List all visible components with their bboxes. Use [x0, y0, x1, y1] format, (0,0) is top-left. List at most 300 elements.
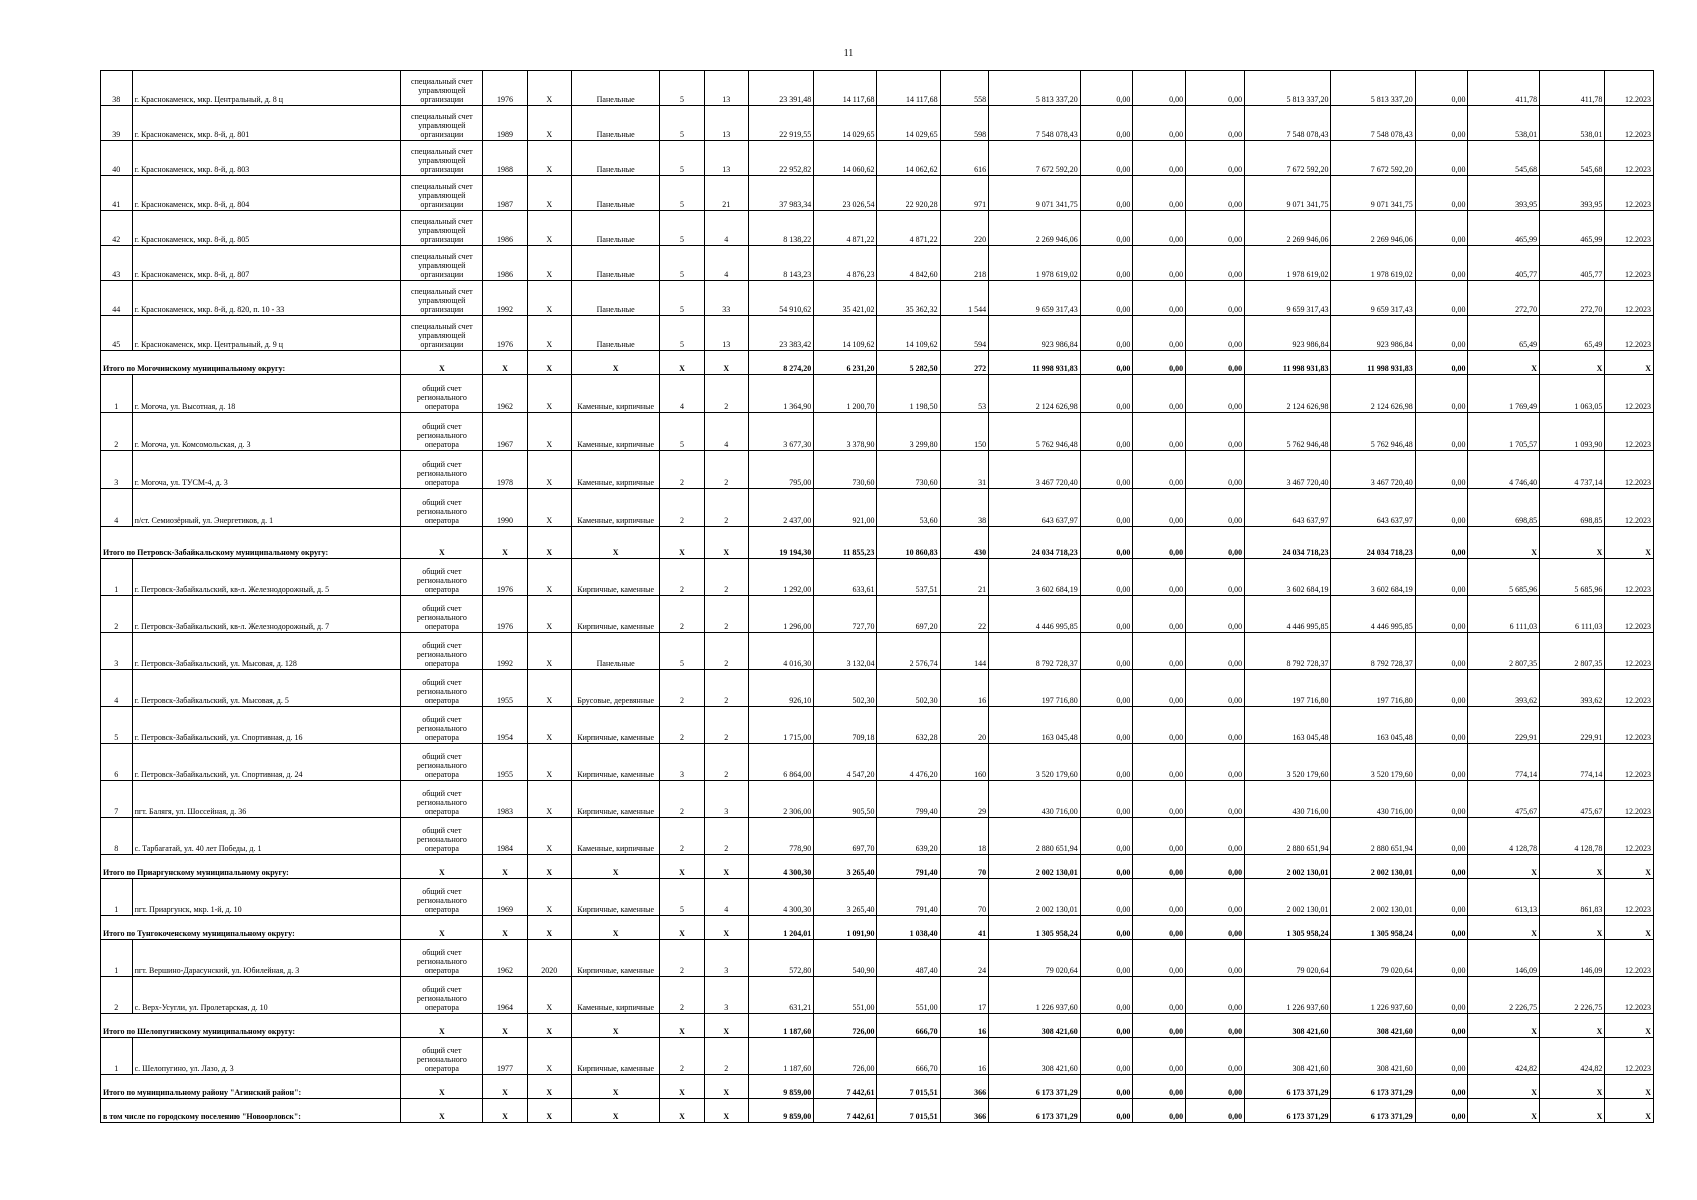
cell-address: г. Петровск-Забайкальский, ул. Спортивная, д. 16 — [132, 707, 401, 744]
cell-residential-area: 697,20 — [877, 596, 940, 633]
cell-residents: 24 — [940, 940, 988, 977]
cell-cost-federal: 0,00 — [1080, 1099, 1133, 1123]
cell-completion-date: 12.2023 — [1605, 781, 1654, 818]
cell-cost-owners: 7 672 592,20 — [1245, 141, 1331, 176]
cell-residents: 616 — [940, 141, 988, 176]
cell-entrances: 2 — [704, 633, 748, 670]
cell-living-area: 726,00 — [814, 1014, 877, 1038]
cell-cost-federal: 0,00 — [1080, 71, 1133, 106]
table-row — [101, 141, 1654, 176]
cell-cost-federal: 0,00 — [1080, 413, 1133, 451]
cell-total-cost: 6 173 371,29 — [989, 1075, 1081, 1099]
cell-cost-owners: 11 998 931,83 — [1245, 351, 1331, 375]
table-row — [101, 176, 1654, 211]
cell-cost-federal: 0,00 — [1080, 879, 1133, 916]
cell-unit-cost: X — [1468, 1014, 1540, 1038]
cell-completion-date: 12.2023 — [1605, 1038, 1654, 1075]
cell-total-area: 1 364,90 — [748, 375, 813, 413]
cell-cost-owners: 2 002 130,01 — [1245, 855, 1331, 879]
cell-cost-local: 0,00 — [1186, 246, 1245, 281]
cell-completion-date: 12.2023 — [1605, 977, 1654, 1014]
cell-cost-other: 0,00 — [1415, 451, 1468, 489]
cell-cost-local: 0,00 — [1186, 451, 1245, 489]
cell-year-built: 1990 — [483, 489, 527, 527]
cell-cost-federal: 0,00 — [1080, 141, 1133, 176]
cell-cost-federal: 0,00 — [1080, 940, 1133, 977]
cell-cost-regional: 0,00 — [1133, 316, 1186, 351]
cell-cost-other: 0,00 — [1415, 141, 1468, 176]
cell-living-area: 11 855,23 — [814, 527, 877, 559]
cell-cost-total-owners: 7 548 078,43 — [1331, 106, 1415, 141]
cell-cost-federal: 0,00 — [1080, 351, 1133, 375]
cell-total-cost: 197 716,80 — [989, 670, 1081, 707]
cell-row-number: 41 — [101, 176, 133, 211]
cell-total-cost: 7 548 078,43 — [989, 106, 1081, 141]
table-row — [101, 489, 1654, 527]
cell-living-area: 35 421,02 — [814, 281, 877, 316]
cell-total-label: Итого по Могочинскому муниципальному округу: — [101, 351, 401, 375]
cell-cost-owners: 3 602 684,19 — [1245, 559, 1331, 596]
cell-cost-other: 0,00 — [1415, 211, 1468, 246]
cell-wall-material: Кирпичные, каменные — [571, 1038, 660, 1075]
subtotal-row — [101, 527, 1654, 559]
cell-residents: 150 — [940, 413, 988, 451]
cell-cost-local: 0,00 — [1186, 527, 1245, 559]
cell-cost-owners: 430 716,00 — [1245, 781, 1331, 818]
cell-completion-date: X — [1605, 351, 1654, 375]
cell-cost-federal: 0,00 — [1080, 489, 1133, 527]
cell-cost-federal: 0,00 — [1080, 744, 1133, 781]
cell-cost-regional: 0,00 — [1133, 670, 1186, 707]
cell-floors: 2 — [660, 1038, 704, 1075]
cell-wall-material: X — [571, 1099, 660, 1123]
cell-wall-material: Панельные — [571, 106, 660, 141]
cell-total-area: 37 983,34 — [748, 176, 813, 211]
cell-cost-regional: 0,00 — [1133, 707, 1186, 744]
cell-floors: 2 — [660, 940, 704, 977]
cell-completion-date: 12.2023 — [1605, 879, 1654, 916]
cell-year-overhaul: X — [527, 916, 571, 940]
cell-total-cost: 2 124 626,98 — [989, 375, 1081, 413]
cell-year-built: 1987 — [483, 176, 527, 211]
cell-cost-owners: 3 520 179,60 — [1245, 744, 1331, 781]
cell-entrances: 33 — [704, 281, 748, 316]
cell-cost-local: 0,00 — [1186, 977, 1245, 1014]
cell-year-overhaul: X — [527, 977, 571, 1014]
cell-floors: X — [660, 1099, 704, 1123]
cell-year-built: 1954 — [483, 707, 527, 744]
cell-entrances: 13 — [704, 71, 748, 106]
cell-cost-owners: 923 986,84 — [1245, 316, 1331, 351]
table-row — [101, 707, 1654, 744]
cell-address: г. Краснокаменск, мкр. Центральный, д. 9 ц — [132, 316, 401, 351]
cell-wall-material: Панельные — [571, 141, 660, 176]
cell-cost-local: 0,00 — [1186, 1075, 1245, 1099]
cell-cost-total-owners: 6 173 371,29 — [1331, 1075, 1415, 1099]
cell-cost-federal: 0,00 — [1080, 916, 1133, 940]
cell-total-cost: 1 305 958,24 — [989, 916, 1081, 940]
cell-total-cost: 2 002 130,01 — [989, 855, 1081, 879]
cell-cost-local: 0,00 — [1186, 596, 1245, 633]
cell-cost-other: 0,00 — [1415, 1075, 1468, 1099]
cell-total-cost: 643 637,97 — [989, 489, 1081, 527]
cell-residents: 144 — [940, 633, 988, 670]
cell-cost-local: 0,00 — [1186, 489, 1245, 527]
cell-total-area: 4 300,30 — [748, 855, 813, 879]
cell-year-overhaul: X — [527, 818, 571, 855]
cell-cost-other: 0,00 — [1415, 413, 1468, 451]
cell-residents: 17 — [940, 977, 988, 1014]
cell-year-built: 1976 — [483, 559, 527, 596]
cell-wall-material: Кирпичные, каменные — [571, 559, 660, 596]
cell-total-label: в том числе по городскому поселению "Новоорловск": — [101, 1099, 401, 1123]
cell-cost-other: 0,00 — [1415, 489, 1468, 527]
cell-year-overhaul: X — [527, 141, 571, 176]
cell-max-unit-cost: 2 807,35 — [1540, 633, 1605, 670]
cell-total-label: Итого по Тунгокоченскому муниципальному округу: — [101, 916, 401, 940]
cell-wall-material: Каменные, кирпичные — [571, 451, 660, 489]
table-row — [101, 633, 1654, 670]
cell-max-unit-cost: 538,01 — [1540, 106, 1605, 141]
cell-wall-material: Панельные — [571, 316, 660, 351]
cell-entrances: 2 — [704, 489, 748, 527]
cell-fund-account: X — [401, 527, 483, 559]
cell-residential-area: 1 038,40 — [877, 916, 940, 940]
cell-year-overhaul: X — [527, 211, 571, 246]
cell-year-overhaul: X — [527, 489, 571, 527]
cell-wall-material: Панельные — [571, 633, 660, 670]
cell-living-area: 709,18 — [814, 707, 877, 744]
cell-cost-local: 0,00 — [1186, 855, 1245, 879]
cell-total-cost: 308 421,60 — [989, 1038, 1081, 1075]
cell-cost-local: 0,00 — [1186, 879, 1245, 916]
cell-address: г. Краснокаменск, мкр. 8-й, д. 803 — [132, 141, 401, 176]
cell-cost-regional: 0,00 — [1133, 176, 1186, 211]
cell-completion-date: 12.2023 — [1605, 106, 1654, 141]
cell-entrances: 2 — [704, 1038, 748, 1075]
cell-year-overhaul: X — [527, 1099, 571, 1123]
cell-wall-material: Панельные — [571, 176, 660, 211]
cell-completion-date: 12.2023 — [1605, 71, 1654, 106]
cell-fund-account: специальный счет управляющей организации — [401, 106, 483, 141]
cell-unit-cost: 545,68 — [1468, 141, 1540, 176]
cell-fund-account: специальный счет управляющей организации — [401, 246, 483, 281]
cell-year-built: 1962 — [483, 940, 527, 977]
cell-wall-material: Кирпичные, каменные — [571, 879, 660, 916]
cell-year-overhaul: X — [527, 351, 571, 375]
cell-wall-material: Каменные, кирпичные — [571, 413, 660, 451]
cell-total-cost: 3 602 684,19 — [989, 559, 1081, 596]
cell-row-number: 1 — [101, 559, 133, 596]
cell-max-unit-cost: 146,09 — [1540, 940, 1605, 977]
cell-year-built: 1983 — [483, 781, 527, 818]
table-row — [101, 744, 1654, 781]
cell-cost-regional: 0,00 — [1133, 527, 1186, 559]
cell-fund-account: X — [401, 855, 483, 879]
cell-total-area: 1 296,00 — [748, 596, 813, 633]
cell-unit-cost: X — [1468, 351, 1540, 375]
cell-wall-material: X — [571, 1075, 660, 1099]
cell-address: г. Петровск-Забайкальский, кв-л. Железнодорожный, д. 7 — [132, 596, 401, 633]
cell-cost-federal: 0,00 — [1080, 818, 1133, 855]
cell-wall-material: Панельные — [571, 211, 660, 246]
cell-entrances: X — [704, 1075, 748, 1099]
cell-max-unit-cost: 4 737,14 — [1540, 451, 1605, 489]
cell-floors: 2 — [660, 670, 704, 707]
cell-max-unit-cost: 5 685,96 — [1540, 559, 1605, 596]
cell-wall-material: Панельные — [571, 71, 660, 106]
subtotal-row — [101, 916, 1654, 940]
cell-wall-material: Кирпичные, каменные — [571, 596, 660, 633]
cell-total-label: Итого по муниципальному району "Агинский район": — [101, 1075, 401, 1099]
cell-fund-account: X — [401, 1099, 483, 1123]
cell-cost-local: 0,00 — [1186, 1099, 1245, 1123]
cell-living-area: 3 378,90 — [814, 413, 877, 451]
cell-wall-material: X — [571, 351, 660, 375]
cell-year-overhaul: X — [527, 1038, 571, 1075]
cell-floors: X — [660, 351, 704, 375]
cell-entrances: 13 — [704, 141, 748, 176]
cell-cost-local: 0,00 — [1186, 940, 1245, 977]
cell-year-overhaul: X — [527, 106, 571, 141]
cell-cost-other: 0,00 — [1415, 1014, 1468, 1038]
cell-total-cost: 163 045,48 — [989, 707, 1081, 744]
cell-completion-date: 12.2023 — [1605, 413, 1654, 451]
cell-residents: 594 — [940, 316, 988, 351]
cell-cost-other: 0,00 — [1415, 916, 1468, 940]
cell-year-built: X — [483, 527, 527, 559]
cell-cost-total-owners: 7 672 592,20 — [1331, 141, 1415, 176]
cell-residential-area: 4 476,20 — [877, 744, 940, 781]
cell-unit-cost: 2 226,75 — [1468, 977, 1540, 1014]
cell-unit-cost: 475,67 — [1468, 781, 1540, 818]
cell-total-cost: 11 998 931,83 — [989, 351, 1081, 375]
cell-unit-cost: 774,14 — [1468, 744, 1540, 781]
cell-cost-federal: 0,00 — [1080, 781, 1133, 818]
cell-cost-federal: 0,00 — [1080, 1075, 1133, 1099]
cell-residents: 21 — [940, 559, 988, 596]
cell-cost-local: 0,00 — [1186, 916, 1245, 940]
cell-completion-date: 12.2023 — [1605, 489, 1654, 527]
cell-year-overhaul: X — [527, 375, 571, 413]
cell-residents: 366 — [940, 1099, 988, 1123]
cell-cost-local: 0,00 — [1186, 744, 1245, 781]
cell-max-unit-cost: 4 128,78 — [1540, 818, 1605, 855]
cell-fund-account: общий счет регионального оператора — [401, 413, 483, 451]
cell-year-overhaul: X — [527, 451, 571, 489]
cell-completion-date: X — [1605, 855, 1654, 879]
cell-completion-date: 12.2023 — [1605, 744, 1654, 781]
cell-cost-total-owners: 6 173 371,29 — [1331, 1099, 1415, 1123]
cell-fund-account: общий счет регионального оператора — [401, 744, 483, 781]
cell-living-area: 14 109,62 — [814, 316, 877, 351]
cell-row-number: 2 — [101, 413, 133, 451]
cell-entrances: 13 — [704, 106, 748, 141]
cell-cost-federal: 0,00 — [1080, 211, 1133, 246]
cell-cost-local: 0,00 — [1186, 375, 1245, 413]
cell-total-area: 6 864,00 — [748, 744, 813, 781]
cell-year-built: X — [483, 1099, 527, 1123]
cell-completion-date: 12.2023 — [1605, 596, 1654, 633]
table-row — [101, 246, 1654, 281]
cell-cost-total-owners: 308 421,60 — [1331, 1014, 1415, 1038]
cell-residential-area: 4 871,22 — [877, 211, 940, 246]
cell-year-built: 1962 — [483, 375, 527, 413]
cell-row-number: 1 — [101, 375, 133, 413]
cell-total-cost: 923 986,84 — [989, 316, 1081, 351]
cell-cost-regional: 0,00 — [1133, 413, 1186, 451]
cell-unit-cost: 411,78 — [1468, 71, 1540, 106]
cell-cost-federal: 0,00 — [1080, 281, 1133, 316]
cell-residential-area: 5 282,50 — [877, 351, 940, 375]
cell-residential-area: 7 015,51 — [877, 1099, 940, 1123]
cell-living-area: 3 132,04 — [814, 633, 877, 670]
cell-total-area: 22 919,55 — [748, 106, 813, 141]
table-row — [101, 781, 1654, 818]
cell-unit-cost: 5 685,96 — [1468, 559, 1540, 596]
cell-residential-area: 14 062,62 — [877, 141, 940, 176]
cell-wall-material: Кирпичные, каменные — [571, 744, 660, 781]
cell-cost-total-owners: 2 124 626,98 — [1331, 375, 1415, 413]
table-row — [101, 940, 1654, 977]
cell-max-unit-cost: X — [1540, 916, 1605, 940]
cell-year-overhaul: X — [527, 855, 571, 879]
cell-residents: 16 — [940, 1038, 988, 1075]
cell-row-number: 2 — [101, 977, 133, 1014]
cell-cost-owners: 7 548 078,43 — [1245, 106, 1331, 141]
cell-max-unit-cost: 545,68 — [1540, 141, 1605, 176]
cell-floors: 5 — [660, 413, 704, 451]
cell-completion-date: 12.2023 — [1605, 818, 1654, 855]
cell-fund-account: общий счет регионального оператора — [401, 451, 483, 489]
cell-max-unit-cost: 411,78 — [1540, 71, 1605, 106]
cell-wall-material: X — [571, 527, 660, 559]
cell-max-unit-cost: X — [1540, 855, 1605, 879]
cell-cost-total-owners: 2 880 651,94 — [1331, 818, 1415, 855]
cell-fund-account: специальный счет управляющей организации — [401, 176, 483, 211]
cell-total-cost: 5 762 946,48 — [989, 413, 1081, 451]
cell-completion-date: 12.2023 — [1605, 176, 1654, 211]
cell-fund-account: специальный счет управляющей организации — [401, 141, 483, 176]
cell-year-built: 1976 — [483, 316, 527, 351]
cell-year-built: 1984 — [483, 818, 527, 855]
cell-completion-date: X — [1605, 1014, 1654, 1038]
cell-cost-other: 0,00 — [1415, 71, 1468, 106]
cell-cost-federal: 0,00 — [1080, 176, 1133, 211]
cell-floors: 5 — [660, 281, 704, 316]
cell-cost-regional: 0,00 — [1133, 375, 1186, 413]
cell-cost-total-owners: 24 034 718,23 — [1331, 527, 1415, 559]
cell-total-label: Итого по Шелопугинскому муниципальному округу: — [101, 1014, 401, 1038]
cell-cost-owners: 9 071 341,75 — [1245, 176, 1331, 211]
table-row — [101, 281, 1654, 316]
cell-cost-regional: 0,00 — [1133, 940, 1186, 977]
cell-fund-account: общий счет регионального оператора — [401, 633, 483, 670]
cell-entrances: 2 — [704, 451, 748, 489]
cell-row-number: 5 — [101, 707, 133, 744]
cell-wall-material: Каменные, кирпичные — [571, 818, 660, 855]
cell-year-overhaul: X — [527, 281, 571, 316]
cell-cost-local: 0,00 — [1186, 707, 1245, 744]
cell-floors: 5 — [660, 106, 704, 141]
cell-completion-date: 12.2023 — [1605, 707, 1654, 744]
cell-address: г. Краснокаменск, мкр. 8-й, д. 820, п. 10 - 33 — [132, 281, 401, 316]
cell-fund-account: специальный счет управляющей организации — [401, 211, 483, 246]
cell-max-unit-cost: 6 111,03 — [1540, 596, 1605, 633]
cell-max-unit-cost: 698,85 — [1540, 489, 1605, 527]
cell-cost-local: 0,00 — [1186, 1038, 1245, 1075]
cell-living-area: 3 265,40 — [814, 855, 877, 879]
table-row — [101, 1038, 1654, 1075]
cell-total-area: 8 143,23 — [748, 246, 813, 281]
cell-cost-total-owners: 8 792 728,37 — [1331, 633, 1415, 670]
cell-total-area: 54 910,62 — [748, 281, 813, 316]
cell-total-cost: 79 020,64 — [989, 940, 1081, 977]
cell-address: г. Могоча, ул. Высотная, д. 18 — [132, 375, 401, 413]
cell-cost-total-owners: 1 226 937,60 — [1331, 977, 1415, 1014]
capital-repair-table-container — [100, 70, 1654, 1123]
cell-address: г. Петровск-Забайкальский, ул. Мысовая, д. 5 — [132, 670, 401, 707]
cell-year-overhaul: 2020 — [527, 940, 571, 977]
cell-total-area: 926,10 — [748, 670, 813, 707]
cell-residential-area: 666,70 — [877, 1014, 940, 1038]
cell-residential-area: 4 842,60 — [877, 246, 940, 281]
cell-max-unit-cost: 229,91 — [1540, 707, 1605, 744]
cell-max-unit-cost: 1 063,05 — [1540, 375, 1605, 413]
cell-total-area: 9 859,00 — [748, 1099, 813, 1123]
cell-year-built: 1977 — [483, 1038, 527, 1075]
cell-max-unit-cost: 272,70 — [1540, 281, 1605, 316]
cell-living-area: 730,60 — [814, 451, 877, 489]
cell-unit-cost: 65,49 — [1468, 316, 1540, 351]
cell-cost-regional: 0,00 — [1133, 246, 1186, 281]
cell-row-number: 39 — [101, 106, 133, 141]
cell-cost-regional: 0,00 — [1133, 781, 1186, 818]
cell-completion-date: 12.2023 — [1605, 633, 1654, 670]
cell-cost-owners: 1 226 937,60 — [1245, 977, 1331, 1014]
cell-cost-other: 0,00 — [1415, 940, 1468, 977]
cell-living-area: 697,70 — [814, 818, 877, 855]
cell-fund-account: общий счет регионального оператора — [401, 818, 483, 855]
cell-year-overhaul: X — [527, 781, 571, 818]
cell-floors: 2 — [660, 781, 704, 818]
cell-max-unit-cost: 393,95 — [1540, 176, 1605, 211]
cell-fund-account: общий счет регионального оператора — [401, 596, 483, 633]
cell-residents: 1 544 — [940, 281, 988, 316]
cell-cost-owners: 6 173 371,29 — [1245, 1075, 1331, 1099]
cell-entrances: 2 — [704, 744, 748, 781]
cell-total-cost: 1 226 937,60 — [989, 977, 1081, 1014]
cell-cost-regional: 0,00 — [1133, 559, 1186, 596]
cell-unit-cost: 424,82 — [1468, 1038, 1540, 1075]
cell-total-area: 2 437,00 — [748, 489, 813, 527]
cell-cost-total-owners: 308 421,60 — [1331, 1038, 1415, 1075]
cell-cost-regional: 0,00 — [1133, 1075, 1186, 1099]
cell-floors: 3 — [660, 744, 704, 781]
cell-completion-date: 12.2023 — [1605, 559, 1654, 596]
cell-total-cost: 430 716,00 — [989, 781, 1081, 818]
cell-address: п/ст. Семиозёрный, ул. Энергетиков, д. 1 — [132, 489, 401, 527]
cell-address: г. Петровск-Забайкальский, ул. Мысовая, д. 128 — [132, 633, 401, 670]
cell-total-area: 572,80 — [748, 940, 813, 977]
cell-residents: 38 — [940, 489, 988, 527]
cell-cost-regional: 0,00 — [1133, 818, 1186, 855]
cell-unit-cost: 538,01 — [1468, 106, 1540, 141]
cell-total-cost: 7 672 592,20 — [989, 141, 1081, 176]
cell-total-area: 23 383,42 — [748, 316, 813, 351]
cell-wall-material: Брусовые, деревянные — [571, 670, 660, 707]
table-row — [101, 596, 1654, 633]
